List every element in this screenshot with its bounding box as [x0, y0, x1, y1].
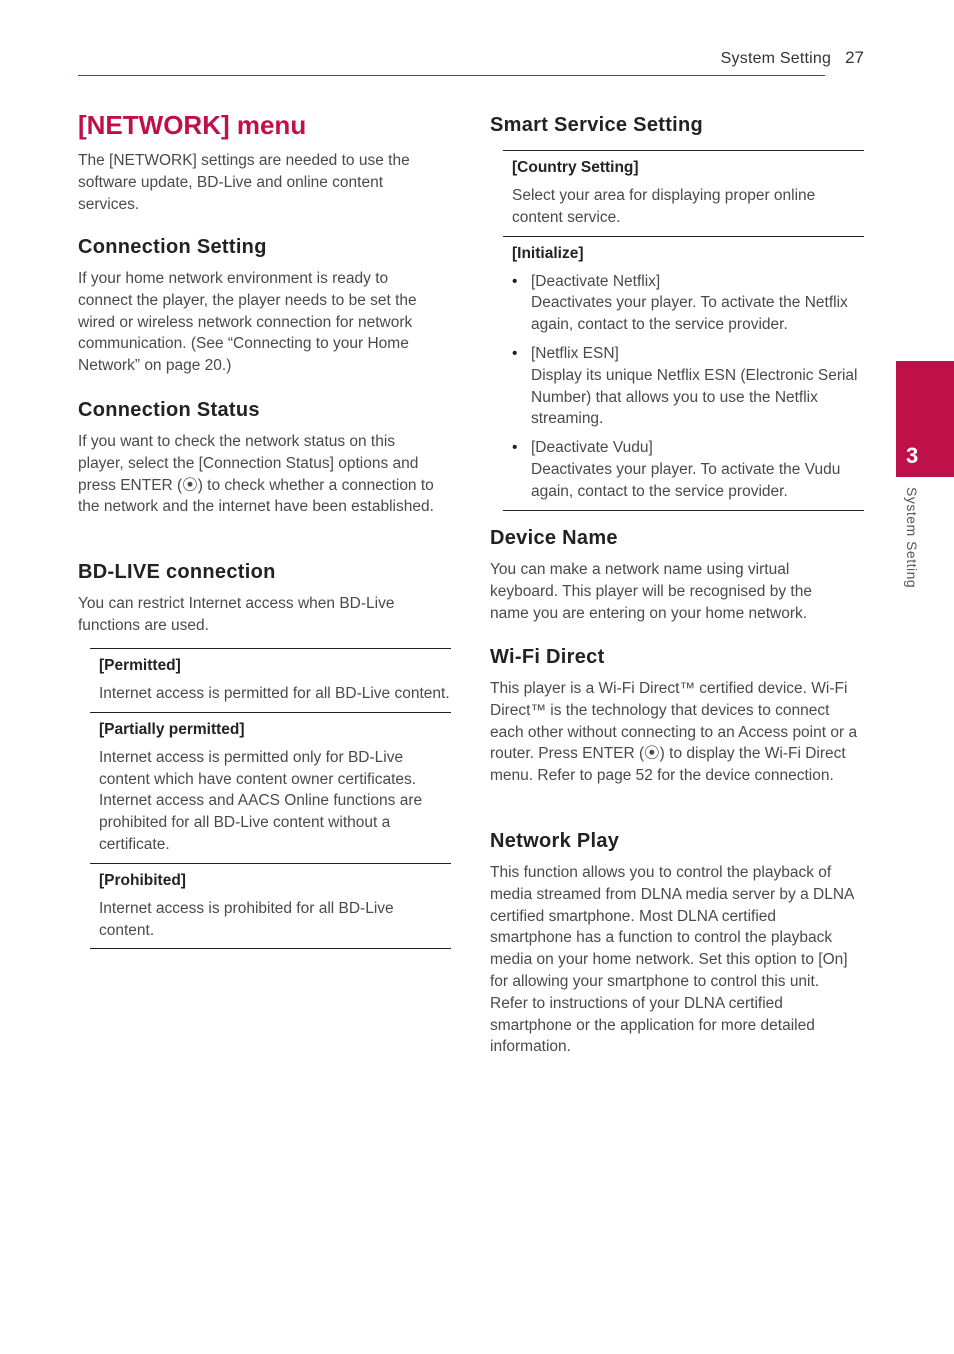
running-header	[600, 48, 864, 68]
bd-live-options-table	[90, 648, 451, 949]
list-item-name: [Deactivate Netflix]	[531, 272, 661, 290]
option-term: [Partially permitted]	[99, 720, 245, 738]
list-item-name: [Deactivate Vudu]	[531, 439, 653, 457]
intro-text: The [NETWORK] settings are needed to use the software update, BD-Live and online content services.	[78, 152, 410, 213]
list-item-description: Display its unique Netflix ESN (Electronic Serial Number) that allows you to use the Netflix streaming.	[531, 366, 858, 428]
option-term: [Country Setting]	[512, 159, 639, 176]
smart-service-heading: Smart Service Setting	[490, 114, 704, 136]
initialize-list	[512, 271, 864, 503]
connection-status-heading: Connection Status	[78, 399, 260, 421]
option-description: Select your area for displaying proper online content service.	[512, 187, 816, 226]
device-name-body: You can make a network name using virtual keyboard. This player will be recognised by the name you are entering on your home network.	[490, 561, 812, 622]
chapter-label: System Setting	[904, 487, 920, 589]
device-name-heading: Device Name	[490, 527, 618, 549]
list-item-description: Deactivates your player. To activate the Vudu again, contact to the service provider.	[531, 460, 841, 500]
bullet-icon: •	[512, 272, 518, 290]
chapter-number: 3	[906, 443, 919, 468]
network-play-heading: Network Play	[490, 830, 620, 852]
option-row	[503, 237, 864, 511]
network-play-body: This function allows you to control the playback of media streamed from DLNA media server by a DLNA certified smartphone. Most DLNA certified smartphone has a function to control the playback media on your home network. Set this option to [On] for allowing your smartphone to control this unit. Refer to instructions of your DLNA certified smartphone or the application for more detailed information.	[490, 864, 854, 1056]
option-term: [Initialize]	[512, 244, 584, 262]
list-item-name: [Netflix ESN]	[531, 344, 619, 362]
list-item-description: Deactivates your player. To activate the Netflix again, contact to the service provider.	[531, 294, 848, 334]
header-rule	[78, 75, 825, 76]
option-row	[90, 713, 451, 864]
bd-live-body: You can restrict Internet access when BD-Live functions are used.	[78, 595, 395, 634]
wifi-direct-body: This player is a Wi-Fi Direct™ certified device. Wi-Fi Direct™ is the technology that devices to connect each other without connecting to an Access point or a router. Press ENTER (⦿) to display the Wi-Fi Direct menu. Refer to page 52 for the device connection.	[490, 680, 858, 785]
connection-setting-body: If your home network environment is ready to connect the player, the player needs to be set the wired or wireless network connection for network communication. (See “Connecting to your Home Network” on page 20.)	[78, 270, 417, 375]
page-number: 27	[845, 48, 864, 67]
connection-status-body: If you want to check the network status on this player, select the [Connection Status] options and press ENTER (⦿) to check whether a connection to the network and the internet have been established.	[78, 433, 434, 516]
bullet-icon: •	[512, 344, 518, 362]
option-term: [Prohibited]	[99, 871, 186, 889]
bd-live-heading: BD-LIVE connection	[78, 561, 276, 583]
option-term: [Permitted]	[99, 657, 181, 674]
option-row	[90, 864, 451, 950]
list-item	[512, 343, 864, 430]
list-item	[512, 437, 864, 502]
option-description: Internet access is permitted for all BD-Live content.	[99, 685, 450, 702]
connection-setting-heading: Connection Setting	[78, 236, 267, 258]
list-item	[512, 271, 864, 336]
option-row	[90, 649, 451, 713]
option-description: Internet access is permitted only for BD-Live content which have content owner certificates. Internet access and AACS Online functions are prohibited for all BD-Live content without a certificate.	[99, 748, 423, 853]
wifi-direct-heading: Wi-Fi Direct	[490, 646, 605, 668]
smart-service-table	[503, 150, 864, 511]
option-row	[503, 151, 864, 237]
bullet-icon: •	[512, 439, 518, 457]
page-title: [NETWORK] menu	[78, 110, 307, 140]
chapter-tab	[896, 361, 954, 477]
header-section-title: System Setting	[720, 50, 832, 67]
option-description: Internet access is prohibited for all BD-Live content.	[99, 899, 394, 939]
